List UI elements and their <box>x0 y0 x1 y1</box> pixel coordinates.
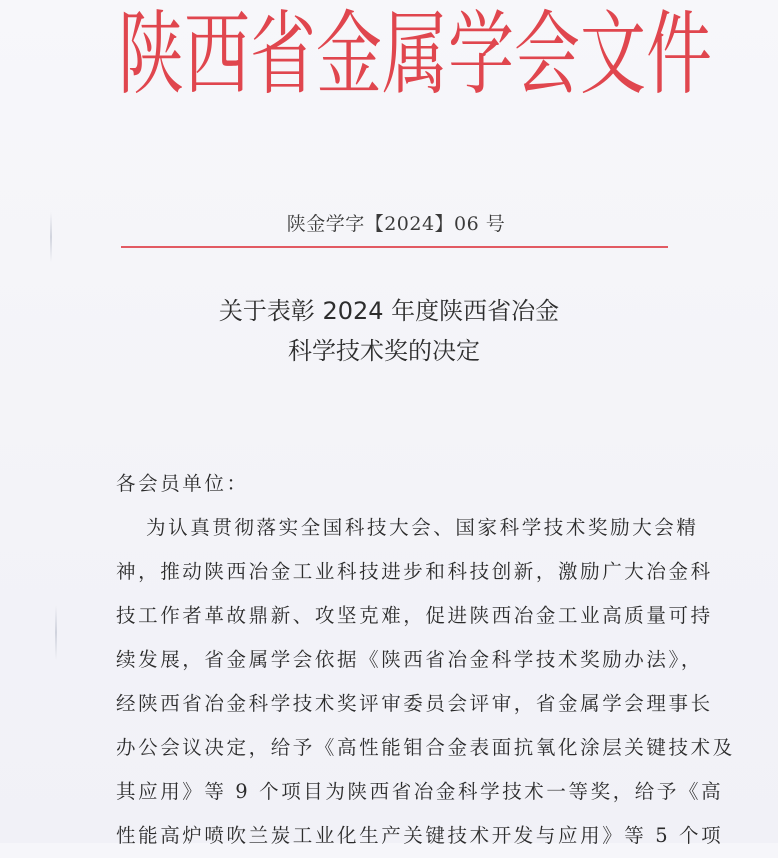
body-line: 技工作者革故鼎新、攻坚克难，促进陕西冶金工业高质量可持 <box>116 604 713 627</box>
header-char: 西 <box>184 1 250 108</box>
document-body <box>116 462 735 858</box>
body-line: 办公会议决定，给予《高性能钼合金表面抗氧化涂层关键技术及 <box>116 736 735 759</box>
body-line: 为认真贯彻落实全国科技大会、国家科学技术奖励大会精 <box>146 516 699 539</box>
document-heading <box>0 291 778 371</box>
staple-mark-bottom <box>55 605 57 660</box>
header-char: 金 <box>316 1 382 108</box>
body-line: 神，推动陕西冶金工业科技进步和科技创新，激励广大冶金科 <box>116 560 713 583</box>
header-char: 学 <box>448 1 514 108</box>
document-number-text: 陕金学字【2024】06 号 <box>286 213 506 235</box>
body-line: 续发展，省金属学会依据《陕西省冶金科学技术奖励办法》， <box>116 648 703 671</box>
body-line: 性能高炉喷吹兰炭工业化生产关键技术开发与应用》等 5 个项 <box>116 824 724 847</box>
body-line: 经陕西省冶金科学技术奖评审委员会评审，省金属学会理事长 <box>116 692 713 715</box>
heading-line-1: 关于表彰 2024 年度陕西省冶金 <box>218 297 560 325</box>
document-header-title <box>118 0 712 110</box>
heading-line-2: 科学技术奖的决定 <box>288 337 480 365</box>
red-divider-rule <box>121 246 668 248</box>
header-char: 件 <box>646 1 712 108</box>
header-char: 文 <box>580 1 646 108</box>
header-char: 会 <box>514 1 580 108</box>
header-char: 陕 <box>118 1 184 108</box>
header-char: 属 <box>382 1 448 108</box>
document-number <box>0 209 778 236</box>
salutation: 各会员单位： <box>116 472 249 495</box>
header-char: 省 <box>250 1 316 108</box>
body-line: 其应用》等 9 个项目为陕西省冶金科学技术一等奖，给予《高 <box>116 780 724 803</box>
